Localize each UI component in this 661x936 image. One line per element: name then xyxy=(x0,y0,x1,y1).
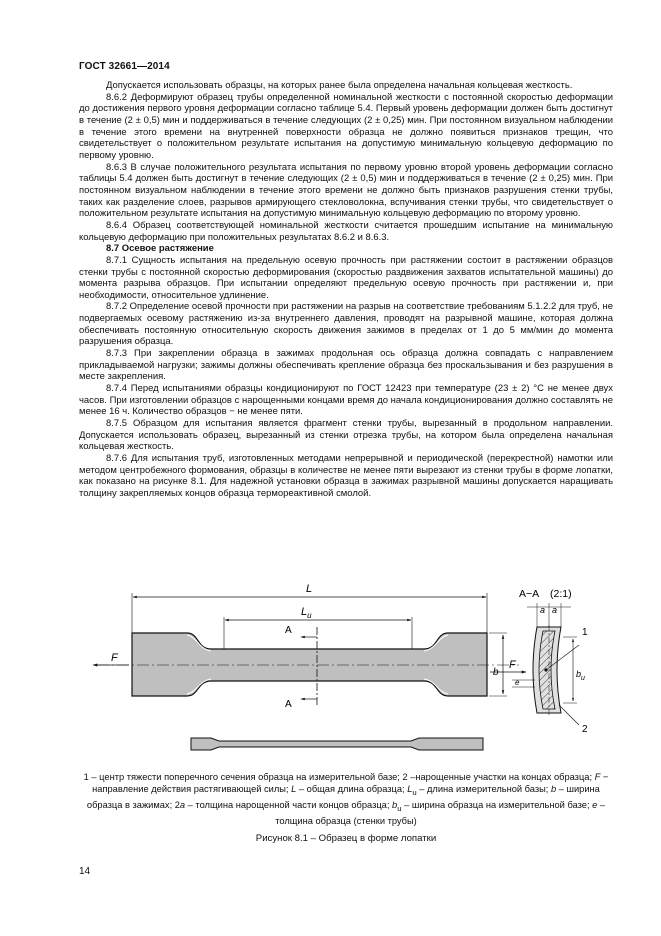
paragraph: 8.6.2 Деформируют образец трубы определенной номинальной жесткости с постоянной скоростью деформации до достижения первого уровня деформации согласно таблице 5.4. Первый уровень деформации должен быть достигнут в течение (2 ± 0,5) мин и поддерживаться в течение следующих (2 ± 0,25) мин. При постоянном визуальном наблюдении в течение этого времени на внутренней поверхности образца не должно появиться признаков трещин, что свидетельствует о положительном результате испытания на допустимую минимальную кольцевую деформацию по первому уровню. xyxy=(79,91,613,161)
dimension-width xyxy=(489,633,507,696)
figure-caption: Рисунок 8.1 – Образец в форме лопатки xyxy=(255,833,437,844)
body-text xyxy=(79,80,613,500)
label-bu: $b_u$ xyxy=(576,669,585,682)
section-heading: 8.7 Осевое растяжение xyxy=(106,243,214,255)
label-Lu-sub: u xyxy=(307,611,312,620)
specimen-drawing xyxy=(79,575,613,765)
paragraph: 8.7.2 Определение осевой прочности при растяжении на разрыв на соответствие требованиям 5.1.2.2 для труб, не подвергаемых осевому растяжению из-за внутреннего давления, проводят на разрывной машине, которая должна обеспечивать постоянную относительную скорость движения зажимов в пределах от 1 до 5 мм/мин до момента разрушения образца. xyxy=(79,301,613,348)
svg-text:F: F xyxy=(111,652,118,664)
dimension-gauge-length xyxy=(224,606,412,655)
specimen-side-view xyxy=(191,738,483,750)
section-scale: (2:1) xyxy=(550,588,572,600)
svg-text:a: a xyxy=(540,605,546,615)
paragraph: 8.7.4 Перед испытаниями образцы кондиционируют по ГОСТ 12423 при температуре (23 ± 2) °С не менее двух часов. При изготовлении образцов с нарощенными концами время до начала кондиционирования должно составлять не менее 16 ч. Количество образцов − не менее пяти. xyxy=(79,383,613,418)
document-header: ГОСТ 32661—2014 xyxy=(79,61,170,72)
figure-legend: 1 – центр тяжести поперечного сечения образца на измерительной базе; 2 –нарощенные участки на концах образца; F − направление действия растягивающей силы; L – общая длина образца; $L_u$ – длина измерительной базы; b – ширина образца в зажимах; 2a – толщина нарощенной части концов образца; $b_u$ – ширина образца на измерительной базе; e – толщина образца (стенки трубы) xyxy=(83,772,609,826)
paragraph: 8.7.5 Образцом для испытания является фрагмент стенки трубы, вырезанный в продольном направлении. Допускается использовать образец, вырезанный из стенки отрезка трубы, на котором была определена начальная кольцевая жесткость. xyxy=(79,418,613,453)
page-number: 14 xyxy=(79,866,91,877)
force-left xyxy=(93,652,129,665)
callout-1: 1 xyxy=(582,627,588,638)
svg-text:F: F xyxy=(509,659,516,671)
label-L: L xyxy=(306,583,313,595)
paragraph: 8.7.3 При закреплении образца в зажимах продольная ось образца должна совпадать с направлением прикладываемой нагрузки; зажимы должны обеспечивать крепление образца без проскальзывания и без разрушения в месте закрепления. xyxy=(79,348,613,383)
svg-text:Lu xyxy=(301,606,312,620)
paragraph: 8.7.1 Сущность испытания на предельную осевую прочность при растяжении состоит в растяжении образцов стенки трубы с постоянной скоростью деформирования (скоростью раздвижения захватов испытательной машины) до момента разрыва образцов. При испытании определяют предельную осевую прочность при растяжении и, при необходимости, относительное удлинение. xyxy=(79,254,613,301)
label-e: e xyxy=(515,678,520,687)
section-view xyxy=(512,588,588,735)
section-title: А−А xyxy=(519,588,540,600)
label-A-bottom: А xyxy=(285,699,292,710)
paragraph: 8.6.4 Образец соответствующей номинальной жесткости считается прошедшим испытание на минимальную кольцевую деформацию при положительных результатах 8.6.2 и 8.6.3. xyxy=(79,219,613,243)
label-A-top: А xyxy=(285,625,292,636)
svg-text:b: b xyxy=(493,667,499,678)
label-Lu: L xyxy=(301,606,308,618)
paragraph: Допускается использовать образцы, на которых ранее была определена начальная кольцевая жесткость. xyxy=(106,80,573,91)
svg-text:a: a xyxy=(552,605,558,615)
callout-2: 2 xyxy=(582,724,588,735)
paragraph: 8.7.6 Для испытания труб, изготовленных методами непрерывной и периодической (перекрестной) намотки или методом центробежного формования, образцы в количестве не менее пяти вырезают из стенки трубы в форме лопатки, как показано на рисунке 8.1. Для надежной установки образца в зажимах разрывной машины допускается наращивать толщину закрепляемых концов образца термореактивной смолой. xyxy=(79,453,613,499)
figure-8-1 xyxy=(79,575,613,765)
paragraph: 8.6.3 В случае положительного результата испытания по первому уровню второй уровень деформации согласно таблицы 5.4 должен быть достигнут в течение следующих (2 ± 0,5) мин и поддерживаться в течение (2 ± 0,25) мин. При постоянном визуальном наблюдении в течение этого времени не должно быть признаков разрушения стенки трубы, таких как разделение слоев, разрывов армирующего стекловолокна, вспучивания стенки трубы, что свидетельствует о положительном результате испытания на допустимую минимальную кольцевую деформацию по второму уровню. xyxy=(79,161,613,220)
specimen-top-view xyxy=(132,633,487,696)
